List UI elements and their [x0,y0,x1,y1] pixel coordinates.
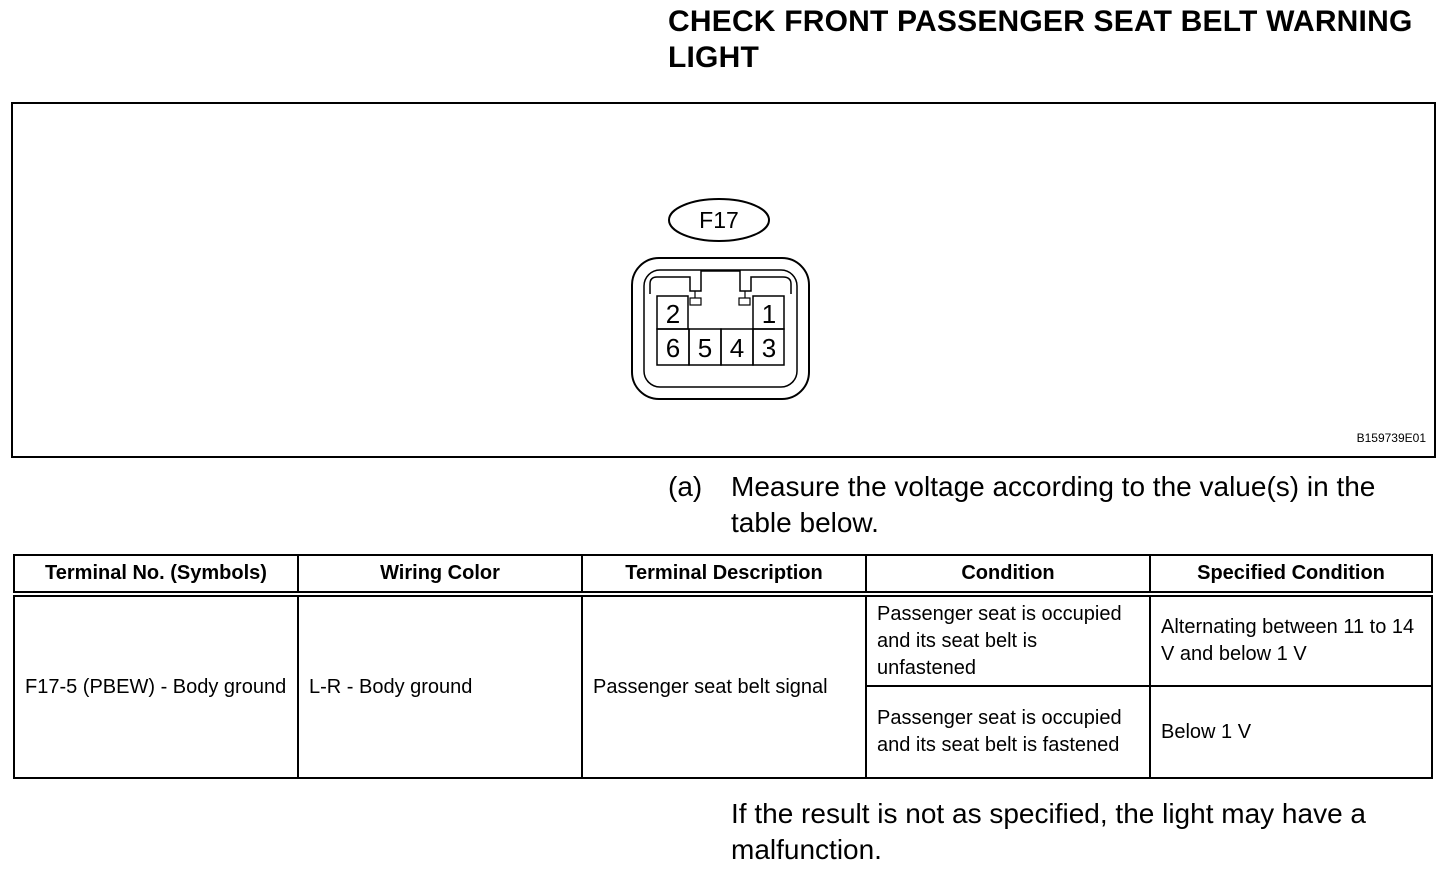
specified-condition-cell: Below 1 V [1150,686,1432,778]
latch-slot-right [739,298,750,305]
table-header-row [14,555,1432,594]
step-text: Measure the voltage according to the value(s) in the table below. [731,471,1376,538]
table-header: Specified Condition [1150,555,1432,594]
latch-slot-left [690,298,701,305]
connector-label: F17 [699,207,739,233]
specified-condition-cell: Alternating between 11 to 14 V and below 1 V [1150,594,1432,686]
connector-latch-profile [650,271,791,294]
table-header: Terminal No. (Symbols) [14,555,298,594]
connector-figure [11,102,1436,458]
terminal-number-1: 1 [761,299,777,329]
page-title: CHECK FRONT PASSENGER SEAT BELT WARNING LIGHT [668,5,1413,74]
table-row [14,594,1432,686]
table-header: Condition [866,555,1150,594]
terminal-number-3: 3 [761,333,777,363]
terminal-number-2: 2 [665,299,681,329]
terminal-number-6: 6 [665,333,681,363]
terminal-number-5: 5 [697,333,713,363]
figure-code: B159739E01 [1356,431,1426,445]
terminal-number-4: 4 [729,333,745,363]
terminal-description-cell: Passenger seat belt signal [582,594,866,778]
table-header: Wiring Color [298,555,582,594]
voltage-spec-table [13,554,1433,779]
connector-diagram [13,104,1434,456]
result-note: If the result is not as specified, the light may have a malfunction. [731,798,1367,865]
terminal-cell: F17-5 (PBEW) - Body ground [14,594,298,778]
table-header: Terminal Description [582,555,866,594]
condition-cell: Passenger seat is occupied and its seat belt is fastened [866,686,1150,778]
wiring-color-cell: L-R - Body ground [298,594,582,778]
condition-cell: Passenger seat is occupied and its seat belt is unfastened [866,594,1150,686]
step-marker: (a) [668,471,703,502]
